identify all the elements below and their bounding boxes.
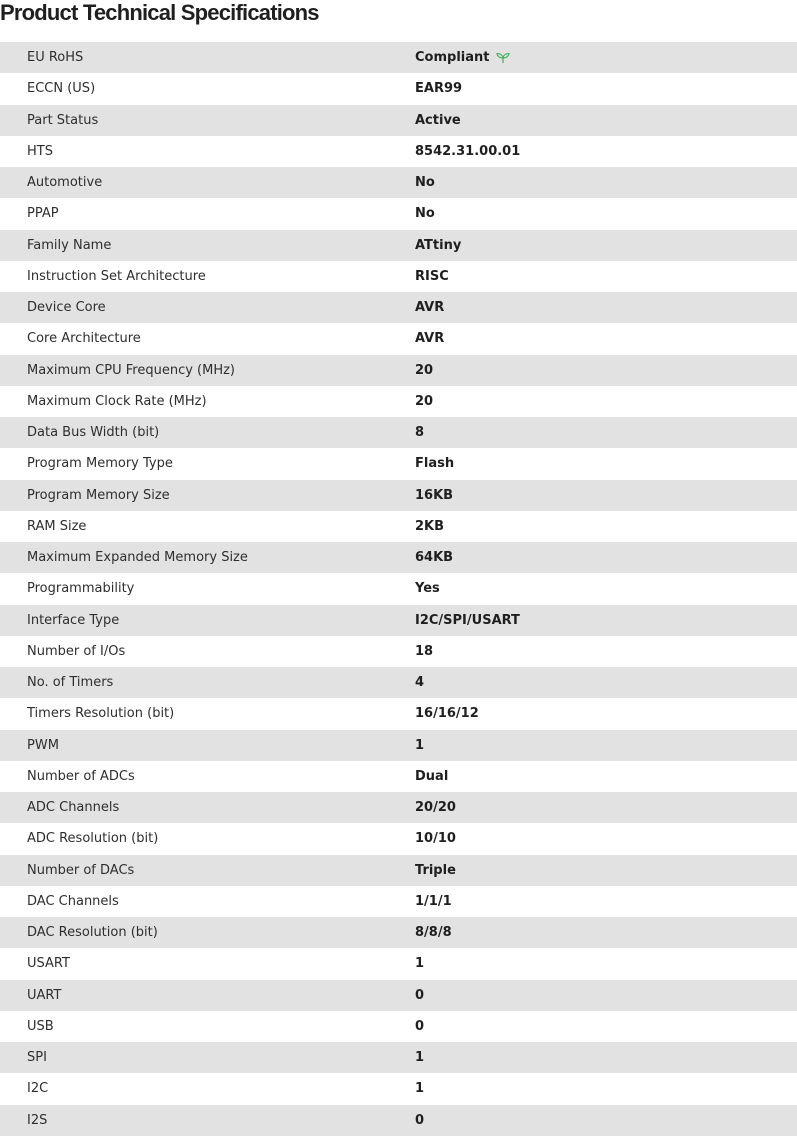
spec-label: Number of ADCs [27,768,135,784]
spec-label: Maximum Clock Rate (MHz) [27,393,207,409]
spec-label: PWM [27,737,59,753]
spec-row [0,355,797,386]
spec-value [415,113,461,128]
spec-value [415,300,444,315]
spec-value-text: 20/20 [415,800,456,816]
spec-value [415,238,461,253]
spec-value-text: 8542.31.00.01 [415,143,521,159]
spec-row [0,198,797,229]
spec-value [415,925,452,940]
spec-label: Part Status [27,112,99,128]
spec-value-text: 1 [415,1050,425,1066]
spec-label: Timers Resolution (bit) [27,706,175,722]
spec-row [0,448,797,479]
spec-value [415,738,424,753]
spec-row [0,480,797,511]
spec-row [0,761,797,792]
spec-row [0,261,797,292]
spec-row [0,605,797,636]
spec-value-text: No [415,175,435,191]
spec-value-text: 8 [415,425,425,441]
spec-row [0,1011,797,1042]
spec-label: USB [27,1018,54,1034]
spec-value [415,831,456,846]
spec-value-text: 1 [415,956,425,972]
spec-value [415,800,456,815]
spec-row [0,42,797,73]
spec-row [0,136,797,167]
spec-row [0,167,797,198]
spec-row [0,73,797,104]
spec-label: EU RoHS [27,50,84,66]
spec-value-text: AVR [415,331,445,347]
spec-label: No. of Timers [27,675,114,691]
spec-row [0,1073,797,1104]
spec-value-text: 18 [415,643,434,659]
spec-value-text: 1 [415,1081,425,1097]
spec-label: Maximum CPU Frequency (MHz) [27,362,235,378]
spec-value-text: 20 [415,393,434,409]
spec-value [415,894,452,909]
spec-value [415,706,479,721]
spec-label: Maximum Expanded Memory Size [27,550,248,566]
spec-value-text: No [415,206,435,222]
spec-value [415,613,520,628]
spec-label: Device Core [27,300,106,316]
spec-value [415,769,448,784]
spec-value [415,644,433,659]
spec-value [415,1050,424,1065]
spec-value-text: AVR [415,300,445,316]
spec-value [415,269,449,284]
spec-value-text: 4 [415,675,425,691]
page-title: Product Technical Specifications [0,0,319,25]
spec-value-text: Active [415,112,461,128]
spec-label: Data Bus Width (bit) [27,425,160,441]
spec-value [415,988,424,1003]
leaf-icon [496,52,510,64]
spec-label: Programmability [27,581,135,597]
spec-label: USART [27,956,70,972]
spec-row [0,667,797,698]
spec-row [0,1105,797,1136]
spec-label: Number of I/Os [27,643,126,659]
spec-value [415,425,424,440]
spec-row [0,417,797,448]
spec-value-text: 64KB [415,550,454,566]
spec-row [0,792,797,823]
spec-value [415,488,453,503]
spec-value-text: 20 [415,362,434,378]
spec-label: UART [27,987,62,1003]
spec-row [0,823,797,854]
spec-label: Interface Type [27,612,120,628]
spec-row [0,855,797,886]
spec-value [415,581,440,596]
spec-row [0,230,797,261]
spec-value [415,519,444,534]
spec-value-text: 1/1/1 [415,893,452,909]
spec-row [0,573,797,604]
spec-value [415,363,433,378]
spec-label: HTS [27,143,53,159]
spec-table [0,42,797,1136]
spec-value [415,956,424,971]
spec-value-text: Dual [415,768,449,784]
spec-value [415,394,433,409]
spec-label: Family Name [27,237,112,253]
spec-label: SPI [27,1050,47,1066]
spec-label: ECCN (US) [27,81,96,97]
spec-label: RAM Size [27,518,87,534]
spec-value [415,144,520,159]
spec-value-text: Flash [415,456,455,472]
spec-label: Program Memory Size [27,487,170,503]
spec-value-text: 8/8/8 [415,925,452,941]
spec-value [415,331,444,346]
spec-row [0,948,797,979]
spec-value [415,175,435,190]
spec-row [0,917,797,948]
spec-row [0,730,797,761]
spec-value [415,550,453,565]
spec-value-text: 0 [415,1018,425,1034]
spec-value-text: ATtiny [415,237,462,253]
spec-label: I2S [27,1112,48,1128]
spec-label: ADC Resolution (bit) [27,831,159,847]
spec-value [415,50,510,65]
spec-label: DAC Resolution (bit) [27,925,158,941]
spec-value-text: EAR99 [415,81,463,97]
spec-label: DAC Channels [27,893,119,909]
spec-value [415,1081,424,1096]
spec-value [415,1113,424,1128]
spec-label: Instruction Set Architecture [27,268,206,284]
spec-value-text: 16KB [415,487,454,503]
spec-value-text: Triple [415,862,456,878]
spec-value-text: 0 [415,1112,425,1128]
spec-value-text: 10/10 [415,831,456,847]
spec-row [0,105,797,136]
spec-row [0,980,797,1011]
spec-value-text: Compliant [415,50,490,66]
spec-value-text: 16/16/12 [415,706,479,722]
spec-row [0,386,797,417]
spec-label: Automotive [27,175,103,191]
spec-value [415,675,424,690]
spec-value-text: 1 [415,737,425,753]
spec-value [415,206,435,221]
spec-value-text: Yes [415,581,440,597]
spec-label: ADC Channels [27,800,120,816]
spec-row [0,323,797,354]
spec-row [0,1042,797,1073]
spec-row [0,542,797,573]
spec-label: Number of DACs [27,862,135,878]
spec-label: Core Architecture [27,331,141,347]
spec-label: I2C [27,1081,49,1097]
spec-value [415,863,456,878]
spec-row [0,292,797,323]
spec-value [415,1019,424,1034]
spec-value [415,456,454,471]
spec-row [0,886,797,917]
spec-value-text: 0 [415,987,425,1003]
spec-value-text: I2C/SPI/USART [415,612,520,628]
spec-value-text: RISC [415,268,449,284]
spec-row [0,636,797,667]
spec-value-text: 2KB [415,518,445,534]
spec-row [0,698,797,729]
spec-value [415,81,462,96]
spec-row [0,511,797,542]
spec-label: Program Memory Type [27,456,173,472]
spec-label: PPAP [27,206,59,222]
